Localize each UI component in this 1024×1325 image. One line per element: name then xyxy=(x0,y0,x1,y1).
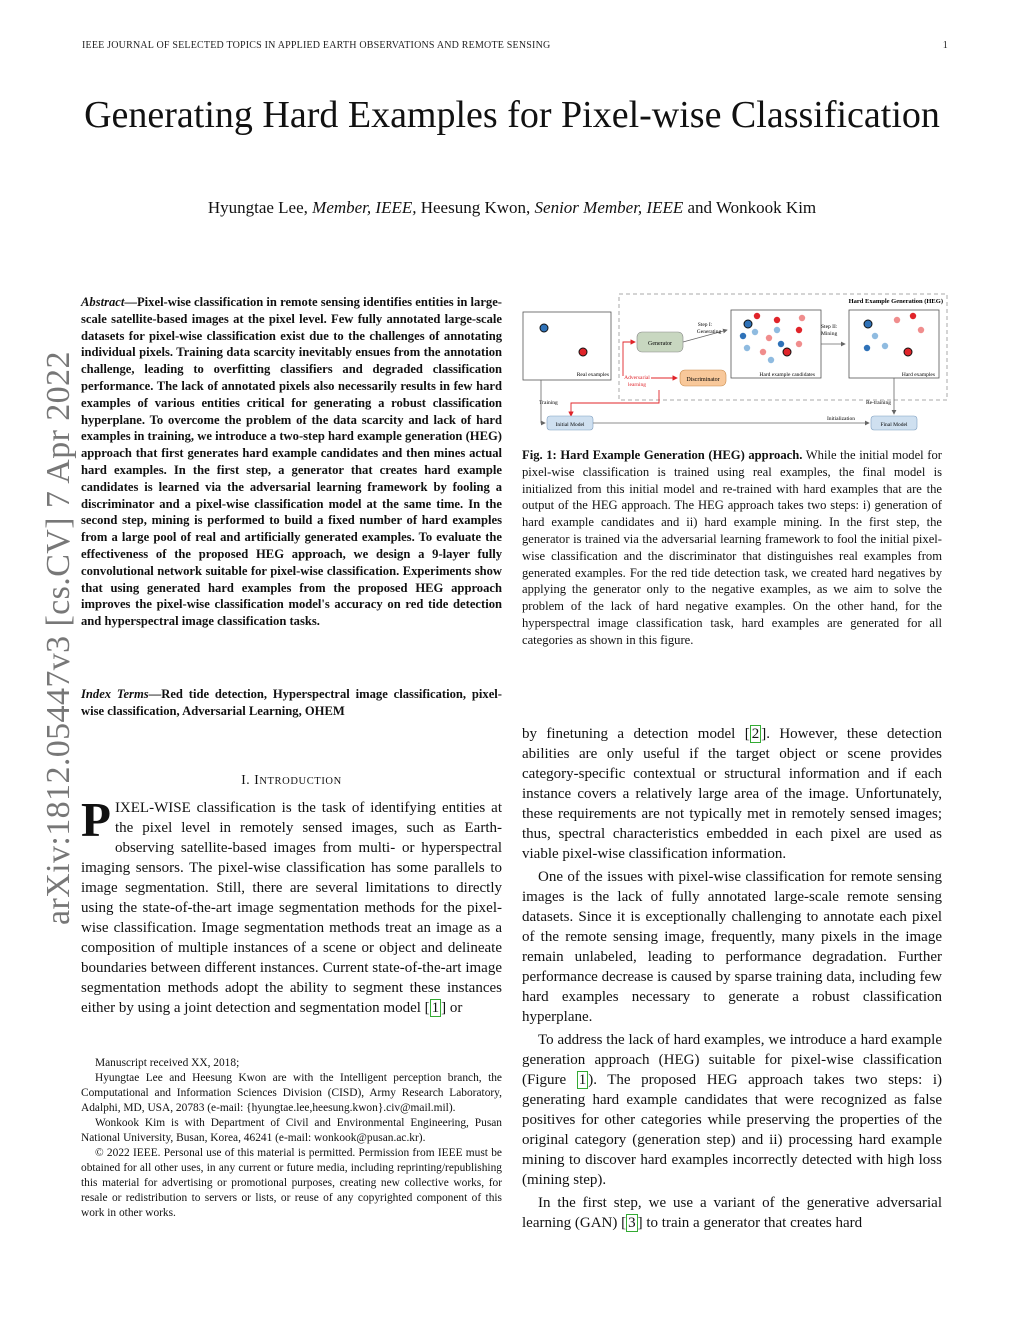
citation-link-3[interactable]: 3 xyxy=(628,1215,636,1231)
caption-text: While the initial model for pixel-wise classification is trained using real examples, the final model is initialized from this initial model and re-trained with hard examples that are the output of the HEG approach. The HEG approach takes two steps: i) generation of hard example candidates and ii) hard example mining. In the first step, the generator is trained via the adversarial learning framework to fool the initial pixel-wise classification and the discriminator that distinguishes real examples from generated examples. For the red tide detection task, we created hard negatives by applying the generator only to the negative examples, as we aim to solve the problem of the lack of hard negative examples. On the other hand, for the hyperspectral image classification task, hard examples are generated for all categories as shown in this figure. xyxy=(522,448,942,647)
paragraph-3 xyxy=(522,1030,942,1190)
candidate-blue-2 xyxy=(752,329,758,335)
initial-model-label: Initial Model xyxy=(555,422,585,428)
candidate-red-7 xyxy=(796,341,802,347)
candidate-blue-3 xyxy=(744,345,750,351)
heg-title: Hard Example Generation (HEG) xyxy=(848,298,943,305)
real-examples-box xyxy=(523,312,611,380)
footnote-copyright: © 2022 IEEE. Personal use of this material is permitted. Permission from IEEE must be obtained for all other uses, in any current or future media, including reprinting/republishing this material for advertising or promotional purposes, creating new collective works, for resale or redistribution to servers or lists, or reuse of any copyrighted component of this work in other works. xyxy=(81,1147,502,1219)
hard-examples-label: Hard examples xyxy=(901,372,935,378)
section-title-initial: I xyxy=(254,772,260,787)
author-3: and Wonkook Kim xyxy=(687,198,817,217)
p1-text-a: by finetuning a detection model xyxy=(522,726,745,742)
hard-red-3 xyxy=(918,327,924,333)
hard-blue-1 xyxy=(872,333,878,339)
generator-label: Generator xyxy=(648,341,672,347)
real-examples-label: Real examples xyxy=(576,372,609,378)
author-2-role: Senior Member, IEEE xyxy=(534,198,684,217)
candidate-red-2 xyxy=(774,317,780,323)
candidate-blue-5 xyxy=(778,341,784,347)
candidate-blue-real xyxy=(744,320,752,328)
intro-tail: or xyxy=(446,1000,463,1016)
section-title-rest: NTRODUCTION xyxy=(259,776,342,787)
candidate-red-4 xyxy=(766,335,772,341)
introduction-paragraph: PIXEL-WISE classification is the task of identifying entities at the pixel level in remotely sensed images, such as Earth-observing satellite-based images from multi- or hyperspectral imaging sensors. The pixel-wise classification has some parallels to image segmentation. Still, there are several limitations to directly using the state-of-the-art image segmentation methods for the pixel-wise classification. Image segmentation methods treat an image as a composition of multiple instances of a scene or object and delineate boundaries between different instances. Current state-of-the-art image segmentation methods adopt the ability to segment these instances either by using a joint detection and segmentation model [ 1 ] or xyxy=(81,792,502,1016)
index-terms xyxy=(81,686,502,720)
hard-red-1 xyxy=(894,317,900,323)
footnote-affiliation-2: Wonkook Kim is with Department of Civil and Environmental Engineering, Pusan National University, Busan, Korea, 46241 (e-mail: wonkook@pusan.ac.kr). xyxy=(81,1117,502,1144)
real-red-point xyxy=(579,348,587,356)
paragraph-2: One of the issues with pixel-wise classification for remote sensing images is the lack of fully annotated large-scale remote sensing datasets. Since it is exceptionally challenging to annotate each pixel of the remote sensing image, frequently, many pixels in the image remain unlabeled, leading to performance degradation. Further performance decrease is caused by sparse training data, including few hard examples necessary to generate a robust classification hyperplane. xyxy=(522,869,942,1025)
intro-text: classification is the task of identifying entities at the pixel level in remotely sensed images, such as Earth-observing satellite-based images from multi- or hyperspectral imaging sensors. The pixel-wise classification has some parallels to image segmentation. Still, there are several limitations to directly using the state-of-the-art image segmentation methods for the pixel-wise classification. Image segmentation methods treat an image as a composition of multiple instances of a scene or object and delineate boundaries between different instances. Current state-of-the-art image segmentation methods adopt the ability to segment these instances either by using a joint detection and segmentation model xyxy=(81,800,502,1016)
abstract-label: Abstract xyxy=(81,295,125,309)
step2-label-2: Mining xyxy=(821,331,838,337)
abstract xyxy=(81,294,502,630)
step2-label-1: Step II: xyxy=(821,324,838,330)
discriminator-label: Discriminator xyxy=(686,377,720,383)
paragraph-1: by finetuning a detection model [ 2 ]. However, these detection abilities are only useful if the target object or scene provides category-specific contextual or structural information and if each instance covers a relatively large area of the image. Unfortunately, these requirements are not typically met in remotely sensed images; thus, spectral characteristics embedded in each pixel are used as viable pixel-wise classification information. xyxy=(522,726,943,862)
step1-label-2: Generating xyxy=(696,329,722,335)
citation-link-2[interactable]: 2 xyxy=(751,726,760,742)
candidate-blue-6 xyxy=(768,357,774,363)
running-head xyxy=(82,40,948,51)
author-1-name: Hyungtae Lee, xyxy=(207,198,308,217)
right-column-body xyxy=(522,724,942,1233)
candidate-blue-1 xyxy=(740,333,746,339)
figure-caption xyxy=(522,447,942,649)
footnotes xyxy=(81,1056,502,1221)
drop-cap: P xyxy=(81,792,111,847)
adversarial-label-1: Adversarial xyxy=(624,375,650,381)
candidate-red-real xyxy=(783,348,791,356)
footnote-affiliation-1: Hyungtae Lee and Heesung Kwon are with the Intelligent perception branch, the Computational and Information Sciences Division (CISD), Army Research Laboratory, Adalphi, MD, USA, 20783 (e-mail: {hyungtae.lee,heesung.kwon}.civ@mail.mil). xyxy=(81,1072,502,1114)
initialization-label: Initialization xyxy=(826,416,856,422)
caption-label: Fig. 1: Hard Example Generation (HEG) approach. xyxy=(522,448,803,462)
paper-title: Generating Hard Examples for Pixel-wise Classification xyxy=(84,94,940,136)
hard-blue-2 xyxy=(864,345,870,351)
adversarial-arrow-model xyxy=(571,390,659,416)
citation-link-1[interactable]: 1 xyxy=(431,1000,440,1016)
p4-text-b: to train a generator that creates hard xyxy=(642,1215,863,1231)
retraining-label: Re-training xyxy=(865,400,891,406)
training-label: Training xyxy=(539,400,558,406)
arxiv-watermark: arXiv:1812.05447v3 [cs.CV] 7 Apr 2022 xyxy=(40,351,77,925)
p1-text-b: . However, these detection abilities are only useful if the target object or scene provides category-specific contextual or structural information and if each instance covers a relatively large area of the image. Unfortunately, these requirements are not typically met in remotely sensed images; thus, spectral characteristics embedded in each pixel are used as viable pixel-wise classification information. xyxy=(522,726,943,862)
hard-red-real xyxy=(904,348,912,356)
author-1-role: Member, IEEE, xyxy=(312,198,417,217)
heg-diagram xyxy=(519,290,949,436)
real-blue-point xyxy=(540,324,548,332)
p3-text-a: To address the lack of hard examples, we introduce a hard example generation approach (HEG) suitable for pixel-wise classification (Figure xyxy=(522,1032,942,1088)
figure-link-1[interactable]: 1 xyxy=(578,1072,587,1088)
section-numeral: I. xyxy=(241,772,255,787)
section-heading-introduction xyxy=(81,772,502,788)
candidate-blue-4 xyxy=(774,327,780,333)
intro-lead: IXEL-WISE xyxy=(114,800,191,816)
index-terms-label: Index Terms xyxy=(81,687,149,701)
p4-text-a: In the first step, we use a variant of the generative adversarial learning (GAN) xyxy=(522,1195,942,1231)
candidates-label: Hard example candidates xyxy=(759,372,815,378)
candidate-red-3 xyxy=(796,327,802,333)
hard-blue-real xyxy=(864,320,872,328)
hard-red-2 xyxy=(910,313,916,319)
adversarial-arrow-up xyxy=(623,342,635,376)
author-line xyxy=(80,198,944,218)
final-model-label: Final Model xyxy=(880,422,908,428)
p3-text-b: ). The proposed HEG approach takes two steps: i) generating hard example candidates that were recognized as false positives for other categories while preserving the properties of the original category (generation step) and ii) processing hard example mining to discover hard examples incorrectly detected with high loss (mining step). xyxy=(522,1072,942,1188)
index-terms-text: —Red tide detection, Hyperspectral image classification, pixel-wise classification, Adversarial Learning, OHEM xyxy=(81,687,502,718)
page-number: 1 xyxy=(942,40,948,51)
step1-label-1: Step I: xyxy=(697,322,713,328)
candidate-red-5 xyxy=(799,315,805,321)
paragraph-4: In the first step, we use a variant of the generative adversarial learning (GAN) [ 3 ] to train a generator that creates hard xyxy=(522,1195,942,1231)
hard-blue-3 xyxy=(882,343,888,349)
author-2-name: Heesung Kwon, xyxy=(420,198,531,217)
candidate-red-6 xyxy=(760,349,766,355)
candidate-red-1 xyxy=(754,313,760,319)
adversarial-label-2: learning xyxy=(627,382,647,388)
abstract-text: —Pixel-wise classification in remote sensing identifies entities in large-scale satellite-based images at the pixel level. Few fully annotated large-scale datasets for pixel-wise classification exist due to the challenges of annotating individual pixels. Training data scarcity inevitably ensues from the annotation challenge, leading to overfitting classifiers and degraded classification performance. The lack of annotated pixels also necessarily results in few hard examples of various entities critical for generating a robust classification hyperplane. To overcome the problem of the data scarcity and lack of hard examples in training, we introduce a two-step hard example generation (HEG) approach that first generates hard example candidates and then mines actual hard examples. In the first step, a generator that creates hard example candidates is learned via the adversarial learning framework by fooling a discriminator and a pixel-wise classification model at the same time. In the second step, mining is performed to build a fixed number of hard examples from a large pool of real and artificially generated examples. To evaluate the effectiveness of the proposed HEG approach, we design a 9-layer fully convolutional network suitable for pixel-wise classification. Experiments show that using generated hard examples from the proposed HEG approach improves the pixel-wise classification model's accuracy on red tide detection and hyperspectral image classification tasks. xyxy=(81,295,502,629)
journal-name: IEEE JOURNAL OF SELECTED TOPICS IN APPLIED EARTH OBSERVATIONS AND REMOTE SENSING xyxy=(82,40,551,51)
footnote-manuscript: Manuscript received XX, 2018; xyxy=(95,1057,240,1069)
